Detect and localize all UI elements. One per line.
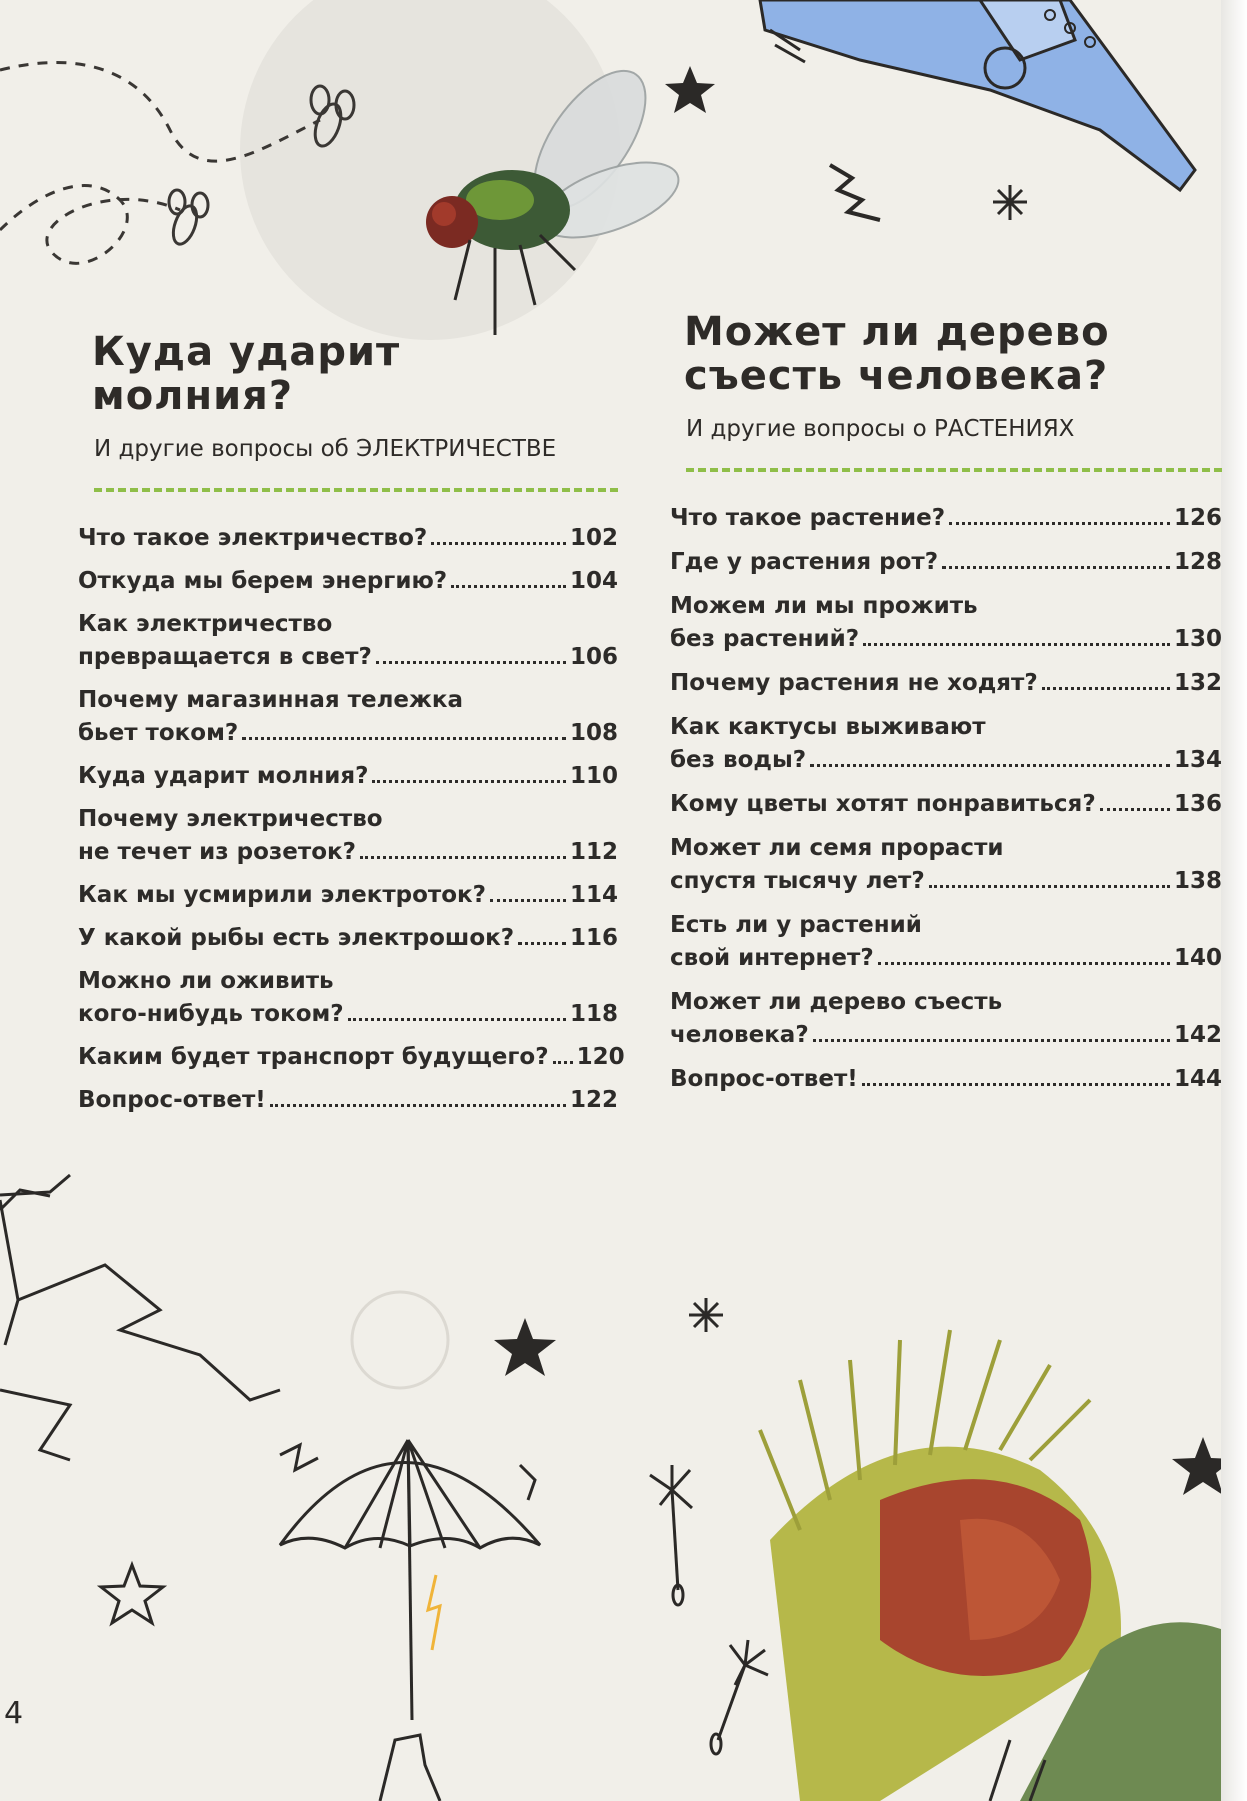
- dot-leader: [1100, 808, 1170, 811]
- dot-leader: [929, 885, 1170, 888]
- toc-entry-title: Откуда мы берем энергию?: [78, 568, 448, 594]
- toc-entry-row: [670, 744, 1222, 777]
- bee-icon: [169, 190, 208, 247]
- toc-entry-row: [78, 760, 618, 793]
- dot-leader: [490, 899, 566, 902]
- toc-entry-title: без воды?: [670, 747, 807, 773]
- toc-entry-title: Что такое растение?: [670, 505, 946, 531]
- toc-page-number: 138: [1173, 868, 1222, 894]
- toc-entry-title: Что такое электричество?: [78, 525, 428, 551]
- dot-leader: [813, 1039, 1170, 1042]
- toc-page-number: 144: [1173, 1066, 1222, 1092]
- toc-page-number: 114: [569, 882, 618, 908]
- toc-entry-row: [78, 641, 618, 674]
- section-plants: [670, 310, 1222, 1107]
- toc-entry: [78, 760, 618, 793]
- toc-page-number: 140: [1173, 945, 1222, 971]
- toc-entry-title: бьет током?: [78, 720, 239, 746]
- toc-entry: [78, 1084, 618, 1117]
- toc-list: [670, 502, 1222, 1096]
- asterisk-icon: [689, 1298, 723, 1332]
- toc-entry: [78, 522, 618, 555]
- star-outline-icon: [101, 1565, 163, 1623]
- toc-page-number: 112: [569, 839, 618, 865]
- toc-page-number: 130: [1173, 626, 1222, 652]
- toc-page-number: 118: [569, 1001, 618, 1027]
- title-line-1: Может ли дерево: [684, 309, 1110, 355]
- toc-entry-title: не течет из розеток?: [78, 839, 356, 865]
- dashed-divider: [94, 488, 618, 492]
- toc-entry: [78, 565, 618, 598]
- toc-entry: [78, 879, 618, 912]
- dot-leader: [810, 764, 1170, 767]
- book-spine: [1221, 0, 1247, 1801]
- toc-entry-title-line-1: Есть ли у растений: [670, 912, 922, 938]
- title-line-2: молния?: [92, 373, 294, 419]
- dandelion-icon: [650, 1465, 692, 1605]
- toc-page-number: 126: [1173, 505, 1222, 531]
- title-line-2: съесть человека?: [684, 353, 1109, 399]
- toc-page-number: 108: [569, 720, 618, 746]
- toc-page-number: 102: [569, 525, 618, 551]
- toc-entry-row: [670, 1063, 1222, 1096]
- toc-entry: [670, 832, 1222, 898]
- toc-entry-row: [78, 836, 618, 869]
- toc-page-number: 116: [569, 925, 618, 951]
- toc-entry-row: [78, 922, 618, 955]
- dot-leader: [949, 522, 1170, 525]
- toc-page-number: 128: [1173, 549, 1222, 575]
- toc-entry-row: [670, 788, 1222, 821]
- toc-entry-title-line-1: Может ли дерево съесть: [670, 989, 1003, 1015]
- dot-leader: [348, 1018, 566, 1021]
- section-subtitle: И другие вопросы об ЭЛЕКТРИЧЕСТВЕ: [94, 436, 557, 462]
- bee-trail-2: [0, 186, 180, 264]
- dashed-divider: [686, 468, 1222, 472]
- toc-entry-row: [78, 717, 618, 750]
- toc-entry-title-line-1: Может ли семя прорасти: [670, 835, 1004, 861]
- lightning-bolt-icon: [428, 1575, 440, 1650]
- dot-leader: [942, 566, 1170, 569]
- toc-entry-title: свой интернет?: [670, 945, 874, 971]
- toc-entry-title: Каким будет транспорт будущего?: [78, 1044, 549, 1070]
- toc-entry: [670, 711, 1222, 777]
- toc-entry-title: человека?: [670, 1022, 809, 1048]
- toc-entry: [78, 684, 618, 750]
- toc-page-number: 122: [569, 1087, 618, 1113]
- venus-flytrap-illustration: [760, 1330, 1247, 1801]
- toc-entry: [78, 922, 618, 955]
- toc-entry-title-line-1: Как кактусы выживают: [670, 714, 986, 740]
- page-number: 4: [4, 1696, 24, 1731]
- section-title: [684, 310, 1222, 398]
- toc-page-number: 134: [1173, 747, 1222, 773]
- dot-leader: [376, 661, 566, 664]
- toc-entry: [670, 546, 1222, 579]
- dot-leader: [242, 737, 566, 740]
- toc-entry: [670, 502, 1222, 535]
- dot-leader: [518, 942, 566, 945]
- toc-entry-row: [78, 1041, 625, 1074]
- toc-entry-row: [670, 546, 1222, 579]
- section-subtitle: И другие вопросы о РАСТЕНИЯХ: [686, 416, 1075, 442]
- section-title: [92, 330, 618, 418]
- toc-entry-row: [78, 565, 618, 598]
- toc-entry-row: [670, 623, 1222, 656]
- toc-page-number: 136: [1173, 791, 1222, 817]
- dot-leader: [431, 542, 566, 545]
- toc-entry-row: [670, 865, 1222, 898]
- toc-entry-row: [670, 502, 1222, 535]
- toc-entry: [670, 788, 1222, 821]
- toc-entry-title: Кому цветы хотят понравиться?: [670, 791, 1096, 817]
- toc-page-number: 110: [569, 763, 618, 789]
- toc-entry-title: У какой рыбы есть электрошок?: [78, 925, 515, 951]
- toc-page-number: 104: [569, 568, 618, 594]
- umbrella-illustration: [280, 1440, 540, 1801]
- airplane-illustration: [760, 0, 1195, 190]
- toc-page-number: 120: [576, 1044, 625, 1070]
- dot-leader: [878, 962, 1170, 965]
- title-line-1: Куда ударит: [92, 329, 401, 375]
- dot-leader: [451, 585, 566, 588]
- toc-page-number: 132: [1173, 670, 1222, 696]
- toc-entry: [78, 965, 618, 1031]
- toc-entry: [670, 986, 1222, 1052]
- toc-entry-title: Вопрос-ответ!: [670, 1066, 858, 1092]
- toc-page-number: 142: [1173, 1022, 1222, 1048]
- toc-list: [78, 522, 625, 1117]
- zigzag-icon: [830, 165, 880, 220]
- toc-entry-title-line-1: Почему магазинная тележка: [78, 687, 464, 713]
- dot-leader: [863, 643, 1170, 646]
- toc-entry-title-line-1: Как электричество: [78, 611, 333, 637]
- toc-entry-title: без растений?: [670, 626, 860, 652]
- toc-entry-title: Как мы усмирили электроток?: [78, 882, 487, 908]
- toc-entry: [670, 1063, 1222, 1096]
- section-electricity: [78, 329, 625, 1127]
- toc-entry-row: [670, 942, 1222, 975]
- toc-entry: [670, 590, 1222, 656]
- toc-entry-row: [670, 1019, 1222, 1052]
- toc-entry-row: [78, 879, 618, 912]
- dot-leader: [270, 1104, 566, 1107]
- toc-entry-title: Вопрос-ответ!: [78, 1087, 266, 1113]
- toc-entry-title: превращается в свет?: [78, 644, 372, 670]
- toc-entry-row: [78, 1084, 618, 1117]
- toc-entry-title-line-1: Почему электричество: [78, 806, 383, 832]
- toc-entry-row: [78, 522, 618, 555]
- toc-entry-title: спустя тысячу лет?: [670, 868, 925, 894]
- dot-leader: [862, 1083, 1170, 1086]
- star-icon: [494, 1318, 556, 1376]
- dandelion-icon: [711, 1640, 768, 1754]
- toc-entry-title: Где у растения рот?: [670, 549, 939, 575]
- toc-entry-title: Куда ударит молния?: [78, 763, 369, 789]
- star-icon: [665, 66, 715, 113]
- sun-shape: [352, 1292, 448, 1388]
- toc-entry-title-line-1: Можем ли мы прожить: [670, 593, 978, 619]
- dot-leader: [372, 780, 566, 783]
- asterisk-icon: [993, 185, 1027, 220]
- dot-leader: [360, 856, 566, 859]
- toc-entry: [78, 803, 618, 869]
- toc-entry-row: [78, 998, 618, 1031]
- lightning-icon: [0, 1175, 280, 1460]
- toc-entry-title: Почему растения не ходят?: [670, 670, 1038, 696]
- toc-entry: [78, 1041, 625, 1074]
- toc-page-number: 106: [569, 644, 618, 670]
- toc-entry: [670, 909, 1222, 975]
- toc-entry-title-line-1: Можно ли оживить: [78, 968, 334, 994]
- toc-entry-title: кого-нибудь током?: [78, 1001, 344, 1027]
- toc-entry-row: [670, 667, 1222, 700]
- dot-leader: [1042, 687, 1170, 690]
- toc-entry: [670, 667, 1222, 700]
- dot-leader: [553, 1061, 573, 1064]
- toc-entry: [78, 608, 618, 674]
